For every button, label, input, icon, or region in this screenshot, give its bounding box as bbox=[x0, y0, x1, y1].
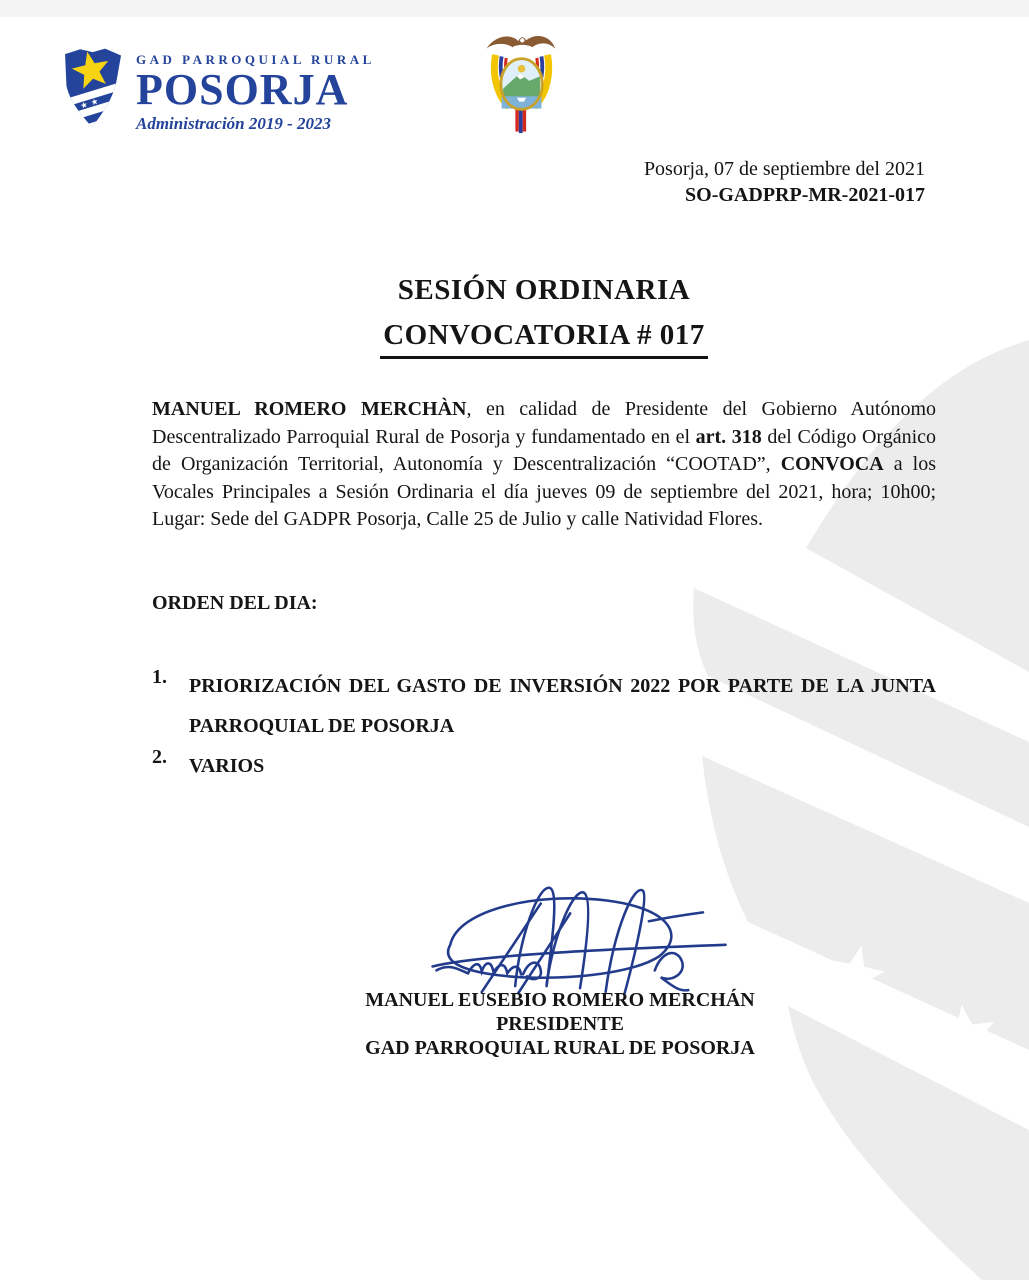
date-line: Posorja, 07 de septiembre del 2021 bbox=[643, 158, 925, 180]
posorja-logo bbox=[54, 36, 375, 140]
body-bold-convoca: CONVOCA bbox=[780, 453, 884, 475]
agenda-item-1-text: PRIORIZACIÓN DEL GASTO DE INVERSIÓN 2022 POR PARTE DE LA JUNTA PARROQUIAL DE POSORJA bbox=[189, 675, 936, 737]
body-paragraph bbox=[152, 396, 936, 534]
agenda-item-1 bbox=[152, 666, 936, 746]
posorja-shield-icon bbox=[54, 36, 130, 140]
document-title bbox=[152, 270, 936, 360]
logo-subtitle: Administración 2019 - 2023 bbox=[136, 114, 332, 133]
posorja-logo-text bbox=[136, 36, 375, 134]
signer-org: GAD PARROQUIAL RURAL DE POSORJA bbox=[365, 1037, 755, 1059]
agenda-list bbox=[152, 666, 936, 786]
logo-line1: GAD PARROQUIAL RURAL bbox=[136, 52, 375, 67]
title-line2: CONVOCATORIA # 017 bbox=[380, 315, 708, 359]
body-seg2: del Código Orgánico de Organización Territorial, Autonomía y Descentralización “COOTAD”, bbox=[152, 425, 937, 475]
ecuador-coat-of-arms-icon bbox=[474, 30, 566, 138]
signer-name: MANUEL EUSEBIO ROMERO MERCHÁN bbox=[365, 989, 755, 1011]
logo-name: POSORJA bbox=[136, 65, 349, 114]
signature-scribble bbox=[418, 876, 748, 994]
agenda-heading: ORDEN DEL DIA: bbox=[152, 592, 318, 614]
body-seg3: a los Vocales Principales a Sesión Ordinaria el día jueves 09 de septiembre del 2021, hora; 10h00; Lugar: Sede del GADPR Posorja, Calle 25 de Julio y calle Natividad Flores. bbox=[152, 453, 936, 530]
agenda-item-2-text: VARIOS bbox=[189, 755, 265, 777]
date-block bbox=[644, 156, 925, 208]
signature-block bbox=[152, 988, 968, 1060]
title-line1: SESIÓN ORDINARIA bbox=[397, 274, 691, 306]
body-bold-name: MANUEL ROMERO MERCHÀN bbox=[152, 398, 467, 420]
doc-number: SO-GADPRP-MR-2021-017 bbox=[685, 184, 925, 206]
agenda-item-2 bbox=[152, 746, 936, 786]
agenda-item-2-number: 2. bbox=[152, 746, 167, 768]
agenda-item-1-number: 1. bbox=[152, 666, 167, 688]
body-bold-art318: art. 318 bbox=[695, 425, 762, 448]
signer-role: PRESIDENTE bbox=[496, 1013, 624, 1035]
body-seg1: , en calidad de Presidente del Gobierno Autónomo Descentralizado Parroquial Rural de Posorja y fundamentado en el bbox=[152, 398, 936, 448]
